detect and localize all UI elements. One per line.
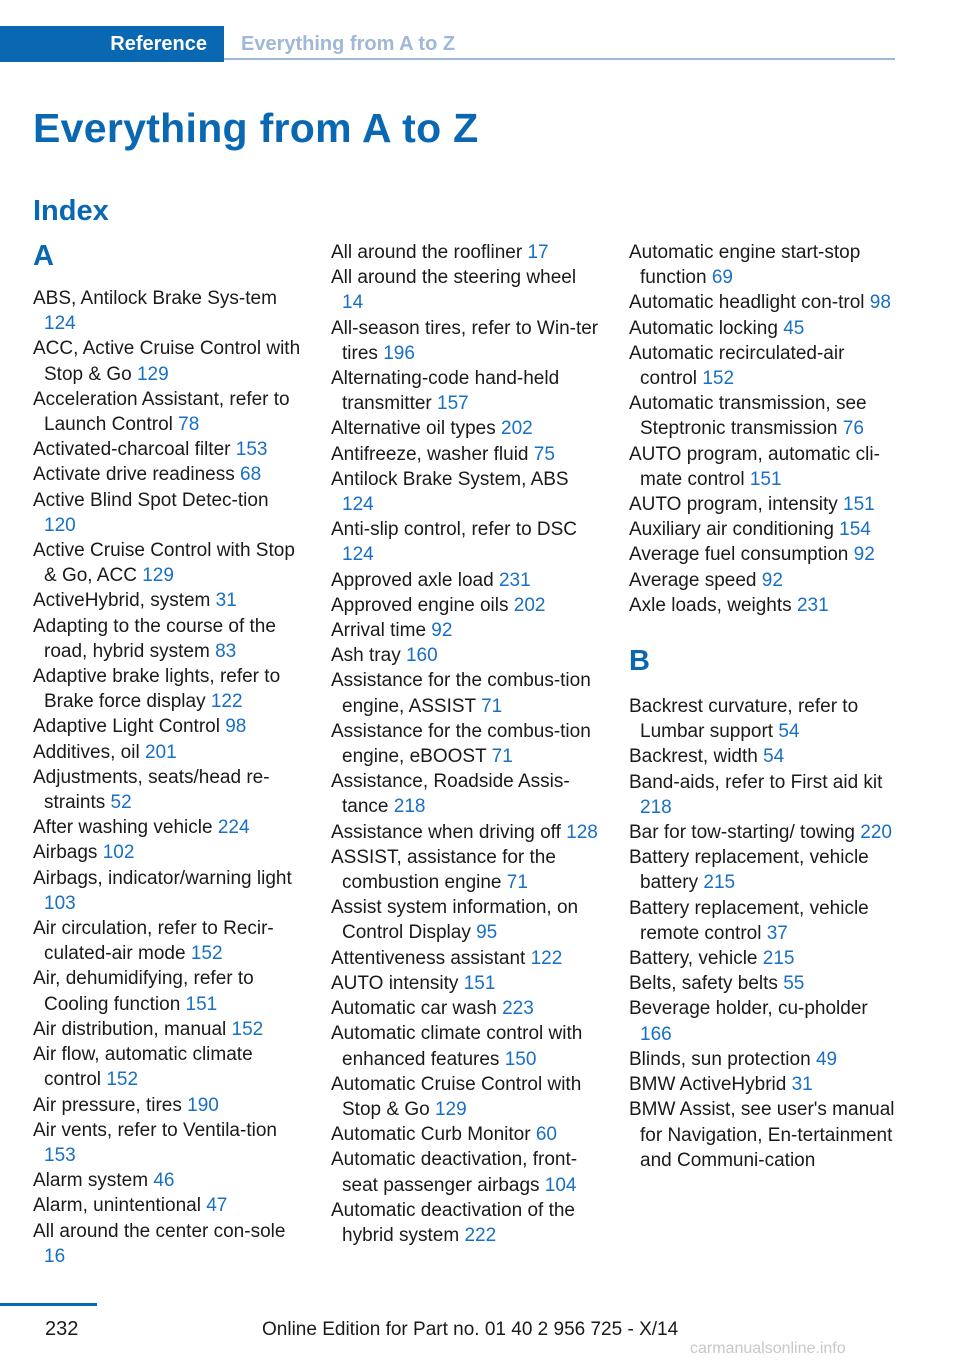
index-entry bbox=[629, 290, 897, 315]
index-entry bbox=[629, 316, 897, 341]
index-entry bbox=[629, 896, 897, 946]
index-entry bbox=[331, 568, 599, 593]
index-entry bbox=[33, 866, 301, 916]
index-entry bbox=[33, 538, 301, 588]
index-entry-page-link[interactable]: 31 bbox=[791, 1074, 813, 1096]
index-entry-page-link[interactable]: 152 bbox=[106, 1069, 139, 1091]
index-entry-text: Auxiliary air conditioning bbox=[629, 519, 834, 541]
index-entry-page-link[interactable]: 95 bbox=[476, 922, 498, 944]
index-entry bbox=[629, 946, 897, 971]
index-entry-text: Automatic Cruise Control with Stop & Go bbox=[331, 1073, 582, 1120]
index-entry bbox=[33, 916, 301, 966]
index-entry bbox=[33, 387, 301, 437]
index-entry-text: Belts, safety belts bbox=[629, 973, 778, 995]
index-entry-page-link[interactable]: 160 bbox=[405, 645, 438, 667]
index-entry-page-link[interactable]: 215 bbox=[703, 872, 736, 894]
index-entry bbox=[33, 1219, 301, 1269]
index-entry bbox=[33, 664, 301, 714]
index-entry bbox=[629, 442, 897, 492]
index-entry bbox=[629, 391, 897, 441]
index-entry-text: AUTO program, intensity bbox=[629, 494, 838, 516]
index-entry bbox=[629, 593, 897, 618]
index-entry bbox=[629, 971, 897, 996]
index-entry-page-link[interactable]: 71 bbox=[506, 872, 528, 894]
index-entry-text: Antilock Brake System, ABS bbox=[331, 468, 569, 490]
index-entry-page-link[interactable]: 122 bbox=[210, 691, 243, 713]
index-entry bbox=[331, 1122, 599, 1147]
index-entry-text: Automatic engine start-stop function bbox=[629, 242, 861, 289]
index-entry-text: Bar for tow-starting/ towing bbox=[629, 822, 855, 844]
index-entry-text: Air flow, automatic climate control bbox=[33, 1044, 253, 1091]
index-entry bbox=[33, 488, 301, 538]
index-entry-text: Assist system information, on Control Display bbox=[331, 897, 579, 944]
index-entry-page-link[interactable]: 153 bbox=[235, 439, 268, 461]
index-entry-page-link[interactable]: 31 bbox=[215, 590, 237, 612]
index-entry bbox=[331, 316, 599, 366]
index-entry-page-link[interactable]: 49 bbox=[815, 1048, 838, 1070]
index-entry-text: All around the center con‐sole bbox=[33, 1220, 286, 1242]
index-entry-text: Approved engine oils bbox=[331, 594, 509, 616]
index-entry-text: Adaptive Light Control bbox=[33, 716, 220, 738]
index-column-3 bbox=[629, 240, 897, 1173]
index-entry-page-link[interactable]: 152 bbox=[190, 943, 223, 965]
index-column-1 bbox=[33, 240, 301, 1269]
index-entry bbox=[33, 966, 301, 1016]
index-entry-page-link[interactable]: 129 bbox=[434, 1098, 467, 1120]
index-entry bbox=[629, 770, 897, 820]
index-entry bbox=[331, 442, 599, 467]
index-entry-page-link[interactable]: 151 bbox=[185, 993, 218, 1015]
index-entry bbox=[629, 996, 897, 1046]
index-entry-text: Beverage holder, cu‐pholder bbox=[629, 998, 868, 1020]
index-entry-text: Automatic Curb Monitor bbox=[331, 1124, 531, 1146]
index-entry-page-link[interactable]: 196 bbox=[383, 342, 415, 364]
index-entry bbox=[629, 1097, 897, 1173]
index-entry-page-link[interactable]: 223 bbox=[502, 998, 534, 1020]
index-entry-text: Ash tray bbox=[331, 645, 401, 667]
index-entry bbox=[629, 492, 897, 517]
index-entry-text: Alarm system bbox=[33, 1170, 149, 1192]
index-entry bbox=[331, 240, 599, 265]
index-entry-text: Assistance, Roadside Assis‐tance bbox=[331, 771, 570, 818]
index-entry-page-link[interactable]: 92 bbox=[853, 544, 875, 566]
index-entry-text: BMW ActiveHybrid bbox=[629, 1074, 787, 1096]
index-entry bbox=[33, 437, 301, 462]
index-entry-page-link[interactable]: 104 bbox=[544, 1174, 577, 1196]
index-entry bbox=[331, 416, 599, 441]
index-entry bbox=[629, 1047, 897, 1072]
index-entry-page-link[interactable]: 17 bbox=[527, 242, 549, 263]
index-entry bbox=[33, 1042, 301, 1092]
index-entry bbox=[33, 840, 301, 865]
index-entry-text: Active Blind Spot Detec‐tion bbox=[33, 489, 269, 511]
index-entry-page-link[interactable]: 151 bbox=[463, 972, 496, 994]
index-entry-text: Additives, oil bbox=[33, 741, 140, 763]
index-entry-page-link[interactable]: 83 bbox=[215, 640, 237, 662]
index-entry-page-link[interactable]: 231 bbox=[498, 569, 531, 591]
index-entry bbox=[33, 614, 301, 664]
index-entry bbox=[331, 593, 599, 618]
index-entry-page-link[interactable]: 201 bbox=[144, 741, 177, 763]
section-title: Index bbox=[33, 195, 109, 227]
index-entry-page-link[interactable]: 52 bbox=[110, 792, 132, 814]
index-entry-page-link[interactable]: 151 bbox=[843, 494, 875, 516]
index-entry-text: Activate drive readiness bbox=[33, 464, 235, 486]
index-entry bbox=[331, 618, 599, 643]
index-entry-list bbox=[629, 240, 897, 618]
index-entry-page-link[interactable]: 46 bbox=[153, 1170, 175, 1192]
header-section-tab: Reference bbox=[0, 26, 224, 62]
index-entry-text: Automatic climate control with enhanced features bbox=[331, 1023, 583, 1070]
index-entry-page-link[interactable]: 202 bbox=[513, 594, 546, 616]
index-entry bbox=[33, 765, 301, 815]
index-entry-page-link[interactable]: 152 bbox=[702, 368, 735, 390]
index-entry bbox=[331, 366, 599, 416]
index-entry-page-link[interactable]: 129 bbox=[142, 565, 174, 587]
index-entry bbox=[629, 517, 897, 542]
index-entry-text: Automatic deactivation of the hybrid system bbox=[331, 1199, 575, 1246]
index-entry-text: BMW Assist, see user's manual for Navigation, En‐tertainment and Communi‐cation bbox=[629, 1099, 895, 1171]
index-entry-page-link[interactable]: 54 bbox=[778, 721, 800, 743]
index-entry-page-link[interactable]: 124 bbox=[342, 544, 374, 566]
index-entry-page-link[interactable]: 154 bbox=[839, 519, 871, 541]
index-entry bbox=[331, 719, 599, 769]
index-entry-text: Adapting to the course of the road, hybrid system bbox=[33, 615, 276, 662]
index-entry-text: Active Cruise Control with Stop & Go, ACC bbox=[33, 540, 295, 587]
index-entry-page-link[interactable]: 16 bbox=[44, 1245, 66, 1267]
index-entry-page-link[interactable]: 103 bbox=[44, 892, 76, 914]
index-entry bbox=[331, 643, 599, 668]
header-bar bbox=[0, 26, 895, 62]
index-entry-page-link[interactable]: 128 bbox=[566, 821, 598, 843]
index-entry-page-link[interactable]: 76 bbox=[842, 418, 864, 440]
index-entry-text: Arrival time bbox=[331, 620, 427, 642]
index-entry-text: Attentiveness assistant bbox=[331, 947, 526, 969]
index-entry bbox=[331, 1147, 599, 1197]
index-entry bbox=[33, 740, 301, 765]
index-entry-text: Battery replacement, vehicle battery bbox=[629, 847, 869, 894]
index-entry-text: Automatic locking bbox=[629, 317, 778, 339]
index-entry-list bbox=[33, 286, 301, 1269]
index-entry-page-link[interactable]: 124 bbox=[44, 313, 76, 335]
index-entry-text: Axle loads, weights bbox=[629, 594, 792, 616]
index-entry-text: Battery replacement, vehicle remote control bbox=[629, 897, 869, 944]
index-entry-text: AUTO intensity bbox=[331, 972, 459, 994]
index-entry-text: Backrest curvature, refer to Lumbar support bbox=[629, 696, 859, 743]
index-entry-page-link[interactable]: 222 bbox=[464, 1224, 497, 1246]
page-number: 232 bbox=[45, 1318, 79, 1340]
index-entry-text: AUTO program, automatic cli‐mate control bbox=[629, 443, 880, 490]
index-entry-list bbox=[331, 240, 599, 1248]
index-entry-page-link[interactable]: 124 bbox=[342, 494, 374, 516]
index-entry-text: ABS, Antilock Brake Sys‐tem bbox=[33, 288, 277, 309]
index-entry bbox=[629, 568, 897, 593]
index-entry-text: Average speed bbox=[629, 569, 757, 591]
index-entry bbox=[33, 588, 301, 613]
index-entry-text: Alarm, unintentional bbox=[33, 1195, 201, 1217]
index-entry-text: Assistance for the combus‐tion engine, eBOOST bbox=[331, 720, 591, 768]
index-entry-text: Battery, vehicle bbox=[629, 948, 758, 970]
index-entry-page-link[interactable]: 220 bbox=[860, 822, 892, 844]
index-entry bbox=[331, 1021, 599, 1071]
watermark: carmanualsonline.info bbox=[690, 1340, 846, 1357]
index-entry bbox=[331, 265, 599, 315]
index-entry-text: Air pressure, tires bbox=[33, 1094, 182, 1116]
index-entry-page-link[interactable]: 45 bbox=[783, 317, 805, 339]
index-entry-page-link[interactable]: 98 bbox=[225, 716, 247, 738]
index-entry-text: Adjustments, seats/head re‐straints bbox=[33, 766, 270, 814]
index-entry-page-link[interactable]: 153 bbox=[44, 1144, 76, 1166]
index-entry-page-link[interactable]: 14 bbox=[342, 292, 364, 314]
header-chapter-title: Everything from A to Z bbox=[241, 33, 456, 55]
index-entry-text: After washing vehicle bbox=[33, 817, 213, 839]
index-letter-heading: B bbox=[629, 645, 650, 678]
index-entry-page-link[interactable]: 157 bbox=[437, 393, 469, 415]
index-entry-text: Assistance for the combus‐tion engine, ASSIST bbox=[331, 670, 591, 717]
index-entry bbox=[629, 542, 897, 567]
footer-divider bbox=[0, 1303, 97, 1306]
index-entry-page-link[interactable]: 37 bbox=[766, 922, 788, 944]
index-entry bbox=[629, 341, 897, 391]
index-entry-text: Average fuel consumption bbox=[629, 544, 849, 566]
index-entry-page-link[interactable]: 224 bbox=[217, 817, 250, 839]
index-entry-page-link[interactable]: 166 bbox=[640, 1023, 672, 1045]
index-entry bbox=[331, 769, 599, 819]
index-entry-text: Automatic car wash bbox=[331, 998, 497, 1020]
index-entry bbox=[629, 820, 897, 845]
index-entry-text: Automatic headlight con‐trol bbox=[629, 292, 865, 314]
index-entry-page-link[interactable]: 47 bbox=[206, 1195, 228, 1217]
index-entry-text: Airbags bbox=[33, 842, 98, 864]
index-entry-text: All around the steering wheel bbox=[331, 267, 577, 289]
index-entry bbox=[33, 1168, 301, 1193]
index-entry-page-link[interactable]: 152 bbox=[231, 1018, 264, 1040]
index-entry-text: Automatic deactivation, front-seat passenger airbags bbox=[331, 1149, 578, 1196]
index-entry-page-link[interactable]: 92 bbox=[431, 620, 453, 642]
index-entry-text: Adaptive brake lights, refer to Brake force display bbox=[33, 666, 281, 713]
index-entry bbox=[331, 946, 599, 971]
index-entry bbox=[33, 1093, 301, 1118]
index-entry-list bbox=[629, 694, 897, 1173]
index-entry bbox=[331, 895, 599, 945]
index-entry bbox=[33, 1118, 301, 1168]
index-entry-page-link[interactable]: 151 bbox=[749, 468, 782, 490]
index-entry bbox=[331, 845, 599, 895]
index-column-2 bbox=[331, 240, 599, 1248]
index-entry-text: ACC, Active Cruise Control with Stop & Go bbox=[33, 338, 301, 385]
index-entry-page-link[interactable]: 218 bbox=[393, 796, 426, 818]
page-title: Everything from A to Z bbox=[33, 105, 479, 151]
index-entry-page-link[interactable]: 231 bbox=[796, 594, 829, 616]
index-entry bbox=[33, 714, 301, 739]
edition-note: Online Edition for Part no. 01 40 2 956 725 - X/14 bbox=[262, 1319, 679, 1340]
index-entry-page-link[interactable]: 102 bbox=[102, 842, 135, 864]
index-entry-page-link[interactable]: 71 bbox=[481, 695, 503, 717]
index-entry-page-link[interactable]: 122 bbox=[530, 947, 563, 969]
index-entry bbox=[33, 815, 301, 840]
index-entry bbox=[331, 517, 599, 567]
index-entry-text: Acceleration Assistant, refer to Launch Control bbox=[33, 388, 290, 436]
index-entry bbox=[331, 467, 599, 517]
header-divider bbox=[224, 58, 895, 60]
index-entry bbox=[331, 1072, 599, 1122]
index-entry bbox=[33, 336, 301, 386]
index-entry-text: Approved axle load bbox=[331, 569, 494, 591]
index-entry-text: Assistance when driving off bbox=[331, 821, 561, 843]
index-entry-page-link[interactable]: 69 bbox=[711, 267, 733, 289]
index-entry bbox=[331, 1198, 599, 1248]
index-entry-text: Automatic recirculated-air control bbox=[629, 342, 845, 390]
index-entry-page-link[interactable]: 215 bbox=[762, 948, 795, 970]
index-letter-heading: A bbox=[33, 240, 54, 272]
index-entry bbox=[331, 971, 599, 996]
index-entry-page-link[interactable]: 120 bbox=[44, 514, 76, 536]
index-entry bbox=[629, 1072, 897, 1097]
index-entry-page-link[interactable]: 218 bbox=[640, 796, 672, 818]
index-entry-page-link[interactable]: 78 bbox=[178, 414, 200, 436]
index-entry-text: ASSIST, assistance for the combustion engine bbox=[331, 846, 556, 894]
index-entry bbox=[629, 240, 897, 290]
index-entry-text: Air vents, refer to Ventila‐tion bbox=[33, 1119, 277, 1141]
index-entry-page-link[interactable]: 68 bbox=[240, 464, 262, 486]
index-entry-text: Band-aids, refer to First aid kit bbox=[629, 771, 883, 793]
index-entry-text: All-season tires, refer to Win‐ter tires bbox=[331, 317, 599, 364]
index-entry-text: Alternative oil types bbox=[331, 418, 496, 440]
index-entry-text: Blinds, sun protection bbox=[629, 1048, 811, 1070]
index-entry-text: Anti-slip control, refer to DSC bbox=[331, 519, 578, 541]
index-entry-text: Air distribution, manual bbox=[33, 1018, 227, 1040]
index-entry-page-link[interactable]: 60 bbox=[535, 1124, 557, 1146]
index-entry-text: Airbags, indicator/warning light bbox=[33, 867, 292, 889]
index-entry-text: Automatic transmission, see Steptronic transmission bbox=[629, 393, 867, 440]
index-entry-text: All around the roofliner bbox=[331, 242, 523, 263]
index-entry-page-link[interactable]: 92 bbox=[761, 569, 783, 591]
index-entry-text: Air, dehumidifying, refer to Cooling function bbox=[33, 968, 254, 1015]
index-entry-page-link[interactable]: 129 bbox=[136, 363, 169, 385]
index-entry bbox=[331, 996, 599, 1021]
index-entry-text: Alternating-code hand-held transmitter bbox=[331, 368, 560, 415]
index-entry-page-link[interactable]: 98 bbox=[869, 292, 891, 314]
index-entry-text: Antifreeze, washer fluid bbox=[331, 443, 529, 465]
index-entry bbox=[629, 744, 897, 769]
index-entry-text: ActiveHybrid, system bbox=[33, 590, 211, 612]
index-entry bbox=[331, 668, 599, 718]
index-entry-page-link[interactable]: 150 bbox=[504, 1048, 537, 1070]
index-entry-page-link[interactable]: 75 bbox=[533, 443, 555, 465]
index-entry-page-link[interactable]: 190 bbox=[187, 1094, 219, 1116]
index-entry-page-link[interactable]: 55 bbox=[783, 973, 805, 995]
index-entry-text: Backrest, width bbox=[629, 746, 758, 768]
index-entry-text: Air circulation, refer to Recir‐culated-air mode bbox=[33, 918, 274, 965]
index-entry-page-link[interactable]: 202 bbox=[501, 418, 533, 440]
index-entry bbox=[33, 1193, 301, 1218]
index-entry-page-link[interactable]: 54 bbox=[763, 746, 785, 768]
index-entry bbox=[629, 694, 897, 744]
index-entry bbox=[331, 820, 599, 845]
index-entry bbox=[629, 845, 897, 895]
index-entry-text: Activated-charcoal filter bbox=[33, 439, 231, 461]
index-entry bbox=[33, 462, 301, 487]
index-entry bbox=[33, 286, 301, 336]
index-entry bbox=[33, 1017, 301, 1042]
index-entry-page-link[interactable]: 71 bbox=[491, 746, 513, 768]
